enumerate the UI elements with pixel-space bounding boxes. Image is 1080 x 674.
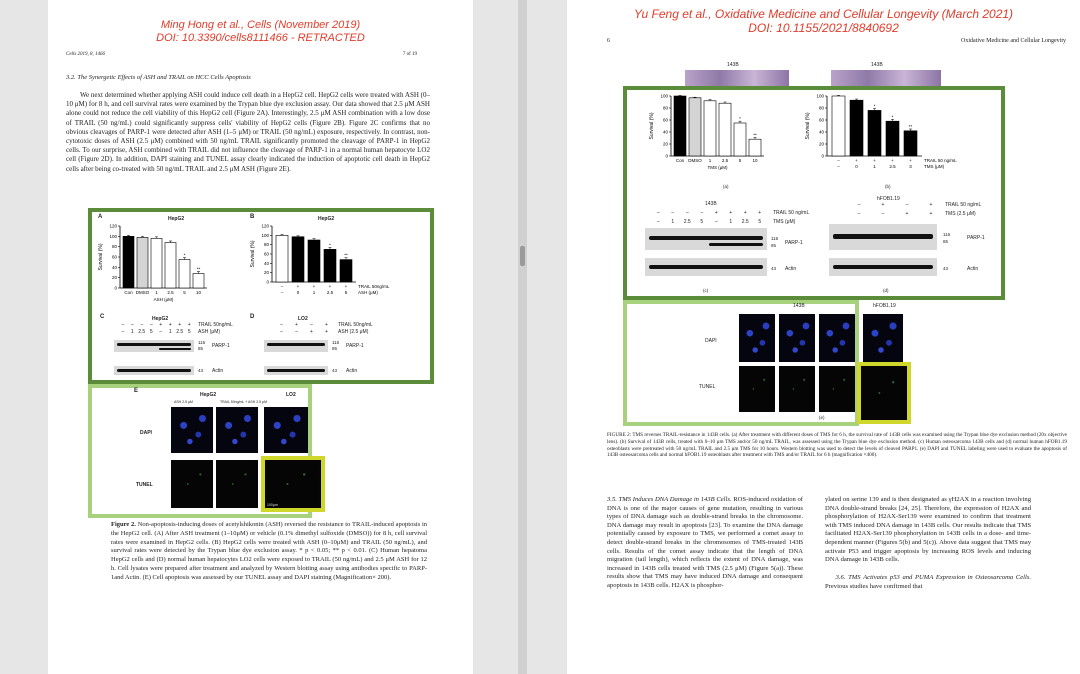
- bar: [734, 123, 746, 156]
- x-tick-label: 10: [195, 290, 202, 295]
- y-tick-label: 100: [660, 93, 668, 99]
- blot-d-parp: [829, 224, 937, 250]
- paragraph: We next determined whether applying ASH could induce cell death in a HepG2 cell. HepG2 cells were treated with ASH (0–10 μM) for 8 h, and cell survival rates were examined by the Trypan blue dye exclusion assay. Our data showed that 2.5 μM ASH alone could not reduce the cell viability of this HepG2 cell (Figure 2A). Interestingly, 2.5 μM ASH combination with a low dose of TRAIL (50 ng/mL) could significantly suppress cells' viability of HepG2 cells (Figure 2B). Figure 2C confirms that no obvious cleavages of PARP-1 were detected after ASH (1–5 μM) or TRAIL (50 ng/mL) exposure, respectively. In contrast, non-cytotoxic doses of ASH (2.5 μM) combined with 50 ng/mL TRAIL significantly promoted the cleavage of PARP-1 in HepG2 cells. To our surprise, ASH combined with TRAIL did not influence the cleavage of PARP-1 in a normal human hepatocyte LO2 cell (Figure 2D). In addition, DAPI staining and TUNEL assay clearly indicated the induction of apoptotic cell death in HepG2 cells after being co-treated with 50 ng/mL TRAIL and 2.5 μM ASH (Figure 2E).: [66, 91, 430, 173]
- col1-heading: 3.5. TMS Induces DNA Damage in 143B Cells.: [607, 496, 732, 503]
- d-ash-label: ASH (2.5 μM): [338, 329, 369, 335]
- right-col1: [607, 496, 803, 591]
- x-tick-label: Con: [675, 158, 685, 163]
- right-page: [567, 0, 1080, 674]
- section-heading: 3.2. The Synergetic Effects of ASH and TRAIL on HCC Cells Apoptosis: [66, 74, 251, 81]
- rc-mw-43: 43: [771, 266, 777, 271]
- significance-mark: *: [329, 242, 331, 248]
- y-tick-label: 60: [111, 254, 117, 260]
- blot-c-tms: TMS (μM): [773, 219, 796, 225]
- significance-mark: **: [196, 266, 201, 272]
- dose-label: 0: [296, 290, 300, 295]
- e-dapi-image-2: [216, 407, 258, 453]
- rd-tms-sign: –: [857, 211, 861, 217]
- bar: [151, 238, 162, 288]
- d-trail-label: TRAIL 50ng/mL: [338, 322, 373, 328]
- blot-d-cell: hFOB1.19: [877, 196, 900, 202]
- trail-row-label: TRAIL 50ng/mL: [358, 284, 390, 289]
- rc-trail-sign: –: [700, 210, 704, 216]
- bar: [123, 236, 134, 288]
- trail-sign: +: [296, 284, 300, 289]
- col2-tail: Previous studies have confirmed that: [825, 582, 923, 590]
- trail-row-label: TRAIL 50 ng/mL: [924, 158, 957, 163]
- trail-sign: +: [891, 158, 894, 163]
- e-dapi-image-1: [171, 407, 213, 453]
- rc-trail-sign: –: [671, 210, 675, 216]
- bar: [165, 243, 176, 288]
- right-doi: DOI: 10.1155/2021/8840692: [748, 21, 899, 35]
- bar: [689, 98, 701, 156]
- bar: [719, 103, 731, 156]
- chart-right-b: [803, 92, 1003, 174]
- label-d: D: [250, 314, 255, 320]
- x-tick-label: 5: [183, 290, 186, 295]
- c-mw-116: 116: [198, 340, 206, 345]
- c-trail-sign: +: [187, 322, 191, 328]
- re-dapi-3: [819, 314, 855, 362]
- y-tick-label: 60: [818, 117, 824, 123]
- x-tick-label: 10: [752, 158, 758, 163]
- bar: [324, 249, 336, 282]
- d-trail-sign: –: [280, 322, 283, 328]
- chart-a: [96, 222, 246, 302]
- d-mw-43: 43: [332, 368, 338, 373]
- significance-mark: **: [344, 252, 348, 258]
- col1-text: ROS-induced oxidation of DNA is one of the major causes of gene mutation, resulting in various types of DNA damage such as double-strand breaks in the chromosome. DNA damage may result in apoptosis [23]. To examine the DNA damage potentially caused by exposure to TMS, we performed a comet assay to detect double-strand breaks in the chromosomes of TMS-treated 143B cells. Results of the comet assay indicate that the length of DNA migration (tail length), which reflects the extent of DNA damage, was increased in 143B cells treated with TMS (2.5 μM) (Figure 5(a)). These results show that TMS may have induced DNA damage and consequent apoptosis in 143B cells. H2AX is phosphor-: [607, 496, 803, 589]
- rd-trail-sign: –: [905, 202, 909, 208]
- blot-c-trail: TRAIL 50 ng/mL: [773, 210, 810, 216]
- rc-tms-dose: 2.5: [741, 219, 749, 225]
- c-ash-dose: 1: [168, 329, 172, 335]
- x-tick-label: 1: [155, 290, 158, 295]
- c-mw-43: 43: [198, 368, 204, 373]
- dose-row-label: ASH (μM): [358, 290, 378, 295]
- re-tunel-4: [861, 366, 907, 420]
- rd-mw-85: 85: [943, 239, 949, 244]
- rc-actin: Actin: [785, 266, 797, 272]
- c-ash-dose: –: [159, 329, 163, 335]
- chart-right-a: [647, 92, 797, 174]
- e-hfob: hFOB1.19: [873, 303, 896, 309]
- right-col2: [825, 496, 1031, 592]
- rc-mw-85: 85: [771, 243, 777, 248]
- c-parp-blot: [114, 340, 194, 352]
- y-tick-label: 100: [261, 232, 269, 238]
- label-a: A: [98, 214, 103, 220]
- bar: [276, 235, 288, 282]
- x-axis-label: ASH (μM): [153, 297, 174, 302]
- sub-d: (d): [883, 288, 889, 293]
- trail-sign: –: [837, 158, 840, 163]
- x-tick-label: DMSO: [688, 158, 702, 163]
- d-trail-sign: –: [310, 322, 313, 328]
- x-axis-label: TMS (μM): [707, 165, 728, 170]
- right-figure-caption: FIGURE 2: TMS reverses TRAIL-resistance in 143B cells. (a) After treatment with different doses of TMS for 6 h, the survival rate of 143B cells was examined using the Trypan blue dye exclusion method (20x objective lens). (b) Survival of 143B cells, treated with 0–10 μm TMS and/or 50 ng/mL TRAIL, was assessed using the Trypan blue dye exclusion method. (c) Human osteosarcoma 143B cells and (d) normal human hFOB1.19 osteoblasts were pretreated with 50 ng/mL TRAIL and 2.5 μm TMS for 10 hours. Western blotting was used to detect the levels of cleaved PARP1. (e) DAPI and TUNEL labeling were used to evaluate the apoptosis of 143B osteosarcoma cells and normal hFOB1.19 osteoblasts after treatment with TMS and/or TRAIL for 6 h (magnification ×400).: [607, 432, 1067, 459]
- title-a: HepG2: [168, 216, 185, 222]
- d-trail-sign: +: [295, 322, 298, 328]
- d-actin-blot: [264, 366, 328, 375]
- e-dapi-image-3: [264, 407, 308, 453]
- rc-tms-dose: 1: [729, 219, 733, 225]
- caption-bold: Figure 2.: [111, 521, 136, 528]
- caption-text: Non-apoptosis-inducing doses of acetylshikonin (ASH) reversed the resistance to TRAIL-induced apoptosis in the HepG2 cell. (A) After ASH treatment (1–10μM) or vehicle (0.1% dimethyl sulfoxide (DMSO)) for 8 h, cell survival rates were examined in HepG2 cells. (B) HepG2 cells were treated with ASH (0–10μM) and TRAIL (50 ng/mL), and survival rates were detected by the Trypan blue dye exclusion assay. * p < 0.05; ** p < 0.01. (C) Human hepatoma HepG2 cells and (D) normal human hepatocytes LO2 cells were exposed to TRAIL (50 ng/mL) and 2.5 μM ASH for 12 h. Cell lysates were prepared after treatment and analyzed by Western blotting assay using antibodies specific to PARP-1and Actin. (E) Cell apoptosis was assessed by our TUNEL assay and DAPI staining (Magnification× 200).: [111, 521, 428, 581]
- bar: [193, 274, 204, 288]
- dose-label: –: [280, 290, 284, 295]
- left-doi: DOI: 10.3390/cells8111466 - RETRACTED: [156, 32, 365, 44]
- y-tick-label: 80: [111, 244, 117, 250]
- trail-sign: +: [855, 158, 858, 163]
- y-axis-label: Survival (%): [250, 240, 256, 268]
- rd-trail-sign: –: [857, 202, 861, 208]
- e-tunel-image-3: [265, 460, 321, 508]
- c-actin-label: Actin: [212, 368, 224, 374]
- c-actin-blot: [114, 366, 194, 375]
- hist-b-label: 143B: [871, 62, 883, 68]
- rc-tms-dose: 5: [700, 219, 704, 225]
- col2-heading: 3.6. TMS Activates p53 and PUMA Expression in Osteosarcoma Cells.: [835, 574, 1032, 582]
- title-b: HepG2: [318, 216, 335, 222]
- chart-b: [248, 222, 418, 302]
- c-trail-sign: –: [140, 322, 144, 328]
- bar: [292, 237, 304, 282]
- journal-name: Oxidative Medicine and Cellular Longevity: [961, 38, 1066, 44]
- re-dapi-4: [863, 314, 903, 362]
- c-trail-sign: +: [159, 322, 163, 328]
- rc-tms-dose: 5: [758, 219, 762, 225]
- rc-parp: PARP-1: [785, 240, 803, 246]
- trail-sign: +: [328, 284, 332, 289]
- dose-label: 2.5: [889, 164, 896, 169]
- dose-label: 1: [312, 290, 316, 295]
- d-actin-label: Actin: [346, 368, 358, 374]
- label-b: B: [250, 214, 255, 220]
- significance-mark: **: [908, 124, 913, 129]
- scroll-thumb[interactable]: [520, 246, 525, 266]
- right-citation: Yu Feng et al., Oxidative Medicine and Cellular Longevity (March 2021): [633, 7, 1014, 21]
- blot-d-actin: [829, 258, 937, 276]
- c-ash-dose: –: [121, 329, 125, 335]
- rd-actin: Actin: [967, 266, 979, 272]
- trail-sign: –: [280, 284, 284, 289]
- bar: [704, 101, 716, 156]
- blot-d-tms: TMS (2.5 μM): [945, 211, 976, 217]
- re-tunel-2: [779, 366, 815, 412]
- d-parp-blot: [264, 340, 328, 352]
- e-tunel: TUNEL: [699, 384, 716, 390]
- y-axis-label: Survival (%): [98, 243, 104, 271]
- trail-sign: +: [312, 284, 316, 289]
- dose-label: 3: [909, 164, 912, 169]
- x-tick-label: 2.5: [167, 290, 174, 295]
- rc-trail-sign: +: [743, 210, 747, 216]
- trail-sign: +: [344, 284, 348, 289]
- histology-strip-b: [831, 70, 941, 86]
- left-citation: Ming Hong et al., Cells (November 2019): [160, 19, 361, 31]
- y-tick-label: 60: [263, 251, 269, 257]
- histology-strip-a: [685, 70, 789, 86]
- y-tick-label: 0: [665, 153, 668, 159]
- re-tunel-1: [739, 366, 775, 412]
- sub-e: (e): [819, 415, 825, 420]
- y-tick-label: 20: [662, 141, 668, 147]
- c-trail-sign: +: [178, 322, 182, 328]
- significance-mark: **: [753, 132, 757, 138]
- e-143b: 143B: [793, 303, 805, 309]
- e-tunel-image-1: [171, 460, 213, 508]
- right-page-number: 6: [607, 38, 610, 44]
- dose-row-label: TMS (μM): [924, 164, 945, 169]
- page-divider: [518, 0, 527, 674]
- bar: [137, 237, 148, 288]
- blot-c-parp: [645, 228, 767, 250]
- rc-trail-sign: –: [685, 210, 689, 216]
- c-trail-sign: –: [130, 322, 134, 328]
- rc-tms-dose: –: [714, 219, 718, 225]
- y-tick-label: 0: [114, 285, 117, 291]
- d-ash-sign: +: [325, 329, 328, 335]
- bar: [179, 260, 190, 288]
- significance-mark: *: [873, 103, 876, 109]
- d-ash-sign: –: [280, 329, 283, 335]
- rc-mw-116: 116: [771, 236, 779, 241]
- y-tick-label: 20: [818, 141, 824, 147]
- c-ash-dose: 5: [149, 329, 153, 335]
- dose-label: 2.5: [326, 290, 334, 295]
- y-tick-label: 0: [266, 279, 269, 285]
- c-trail-sign: +: [168, 322, 172, 328]
- rc-trail-sign: +: [714, 210, 718, 216]
- sub-c: (c): [703, 288, 709, 293]
- re-dapi-2: [779, 314, 815, 362]
- c-parp-label: PARP-1: [212, 343, 230, 349]
- col2-text: ylated on serine 139 and is then designated as γH2AX in a reaction involving DNA double-strand breaks [24, 25]. Therefore, the expression of H2AX and phosphorylation of H2AX-Ser139 were examined to confirm that treatment with TMS induced DNA damage in 143B cells. Our results indicate that TMS facilitated H2AX-Ser139 phosphorylation in 143B cells in a dose- and time-dependent manner (Figures 5(b) and 5(c)). Above data suggest that TMS may activate P53 and trigger apoptosis by increasing ROS levels and inducing DNA damage in 143B cells.: [825, 496, 1031, 564]
- e-dapi-label: DAPI: [140, 430, 152, 436]
- rc-tms-dose: 1: [671, 219, 675, 225]
- rd-trail-sign: +: [881, 202, 885, 208]
- y-tick-label: 80: [263, 242, 269, 248]
- x-tick-label: 2.5: [721, 158, 729, 163]
- d-mw-116: 116: [332, 340, 340, 345]
- d-parp-label: PARP-1: [346, 343, 364, 349]
- e-sub-ash: ASH 2.5 μM: [174, 400, 193, 404]
- x-tick-label: Con: [124, 290, 133, 295]
- d-trail-sign: +: [325, 322, 328, 328]
- sub-a: (a): [723, 184, 729, 189]
- c-ash-label: ASH (μM): [198, 329, 221, 335]
- y-axis-label: Survival (%): [649, 112, 655, 140]
- re-dapi-1: [739, 314, 775, 362]
- c-ash-dose: 5: [187, 329, 191, 335]
- scale-bar-label: 100μm: [267, 503, 278, 507]
- running-head: Cells 2019, 8, 1466: [66, 52, 106, 57]
- sub-b: (b): [885, 184, 891, 189]
- bar: [850, 100, 863, 156]
- y-tick-label: 40: [818, 129, 824, 135]
- blot-d-trail: TRAIL 50 ng/mL: [945, 202, 982, 208]
- e-dapi: DAPI: [705, 338, 717, 344]
- e-sub-combo: TRAIL 50ng/mL + ASH 2.5 μM: [220, 400, 267, 404]
- y-tick-label: 100: [109, 233, 117, 239]
- d-mw-85: 85: [332, 346, 338, 351]
- significance-mark: *: [891, 114, 894, 120]
- bar: [868, 110, 881, 156]
- rd-tms-sign: +: [929, 211, 933, 217]
- x-tick-label: 1: [708, 158, 712, 163]
- c-ash-dose: 1: [130, 329, 134, 335]
- rc-tms-dose: –: [656, 219, 660, 225]
- y-tick-label: 20: [263, 270, 269, 276]
- bar: [832, 96, 845, 156]
- y-tick-label: 40: [111, 264, 117, 270]
- y-tick-label: 20: [111, 275, 117, 281]
- dose-label: –: [837, 164, 840, 169]
- x-tick-label: DMSO: [135, 290, 150, 295]
- e-tunel-label: TUNEL: [136, 482, 153, 488]
- c-mw-85: 85: [198, 346, 204, 351]
- bar: [749, 139, 761, 156]
- rd-mw-116: 116: [943, 232, 951, 237]
- c-ash-dose: 2.5: [176, 329, 184, 335]
- y-tick-label: 120: [261, 223, 269, 229]
- d-ash-sign: +: [310, 329, 313, 335]
- y-tick-label: 120: [109, 223, 117, 229]
- left-page: [48, 0, 473, 674]
- d-ash-sign: –: [295, 329, 298, 335]
- hist-a-label: 143B: [727, 62, 739, 68]
- y-tick-label: 60: [662, 117, 668, 123]
- blot-c-cell: 143B: [705, 201, 717, 207]
- y-tick-label: 80: [818, 105, 824, 111]
- e-tunel-image-2: [216, 460, 258, 508]
- x-tick-label: 5: [738, 158, 742, 163]
- y-axis-label: Survival (%): [805, 112, 811, 140]
- y-tick-label: 80: [662, 105, 668, 111]
- rd-tms-sign: +: [905, 211, 909, 217]
- rc-trail-sign: +: [758, 210, 762, 216]
- c-ash-dose: 2.5: [138, 329, 146, 335]
- trail-sign: +: [909, 158, 912, 163]
- significance-mark: *: [183, 252, 186, 258]
- c-trail-sign: –: [121, 322, 125, 328]
- rd-trail-sign: +: [929, 202, 933, 208]
- rd-tms-sign: –: [881, 211, 885, 217]
- dose-label: 5: [344, 290, 348, 295]
- c-trail-label: TRAIL 50ng/mL: [198, 322, 233, 328]
- y-tick-label: 100: [816, 93, 824, 99]
- c-trail-sign: –: [149, 322, 153, 328]
- y-tick-label: 0: [821, 153, 824, 159]
- e-hepg2: HepG2: [200, 392, 217, 398]
- title-d: LO2: [298, 316, 308, 322]
- blot-c-actin: [645, 258, 767, 276]
- y-tick-label: 40: [263, 260, 269, 266]
- label-c: C: [100, 314, 105, 320]
- rc-trail-sign: –: [656, 210, 660, 216]
- bar: [308, 240, 320, 282]
- bar: [674, 96, 686, 156]
- bar: [904, 131, 917, 156]
- figure-caption: [111, 521, 427, 583]
- rc-trail-sign: +: [729, 210, 733, 216]
- y-tick-label: 40: [662, 129, 668, 135]
- bar: [886, 121, 899, 156]
- bar: [340, 260, 352, 282]
- label-e: E: [134, 388, 139, 394]
- rd-mw-43: 43: [943, 266, 949, 271]
- dose-label: 0: [855, 164, 858, 169]
- rd-parp: PARP-1: [967, 235, 985, 241]
- rc-tms-dose: 2.5: [683, 219, 691, 225]
- re-tunel-3: [819, 366, 855, 412]
- trail-sign: +: [873, 158, 876, 163]
- title-c: HepG2: [152, 316, 169, 322]
- e-lo2: LO2: [286, 392, 296, 398]
- significance-mark: *: [739, 116, 741, 122]
- dose-label: 1: [873, 164, 876, 169]
- page-number: 7 of 19: [402, 52, 417, 57]
